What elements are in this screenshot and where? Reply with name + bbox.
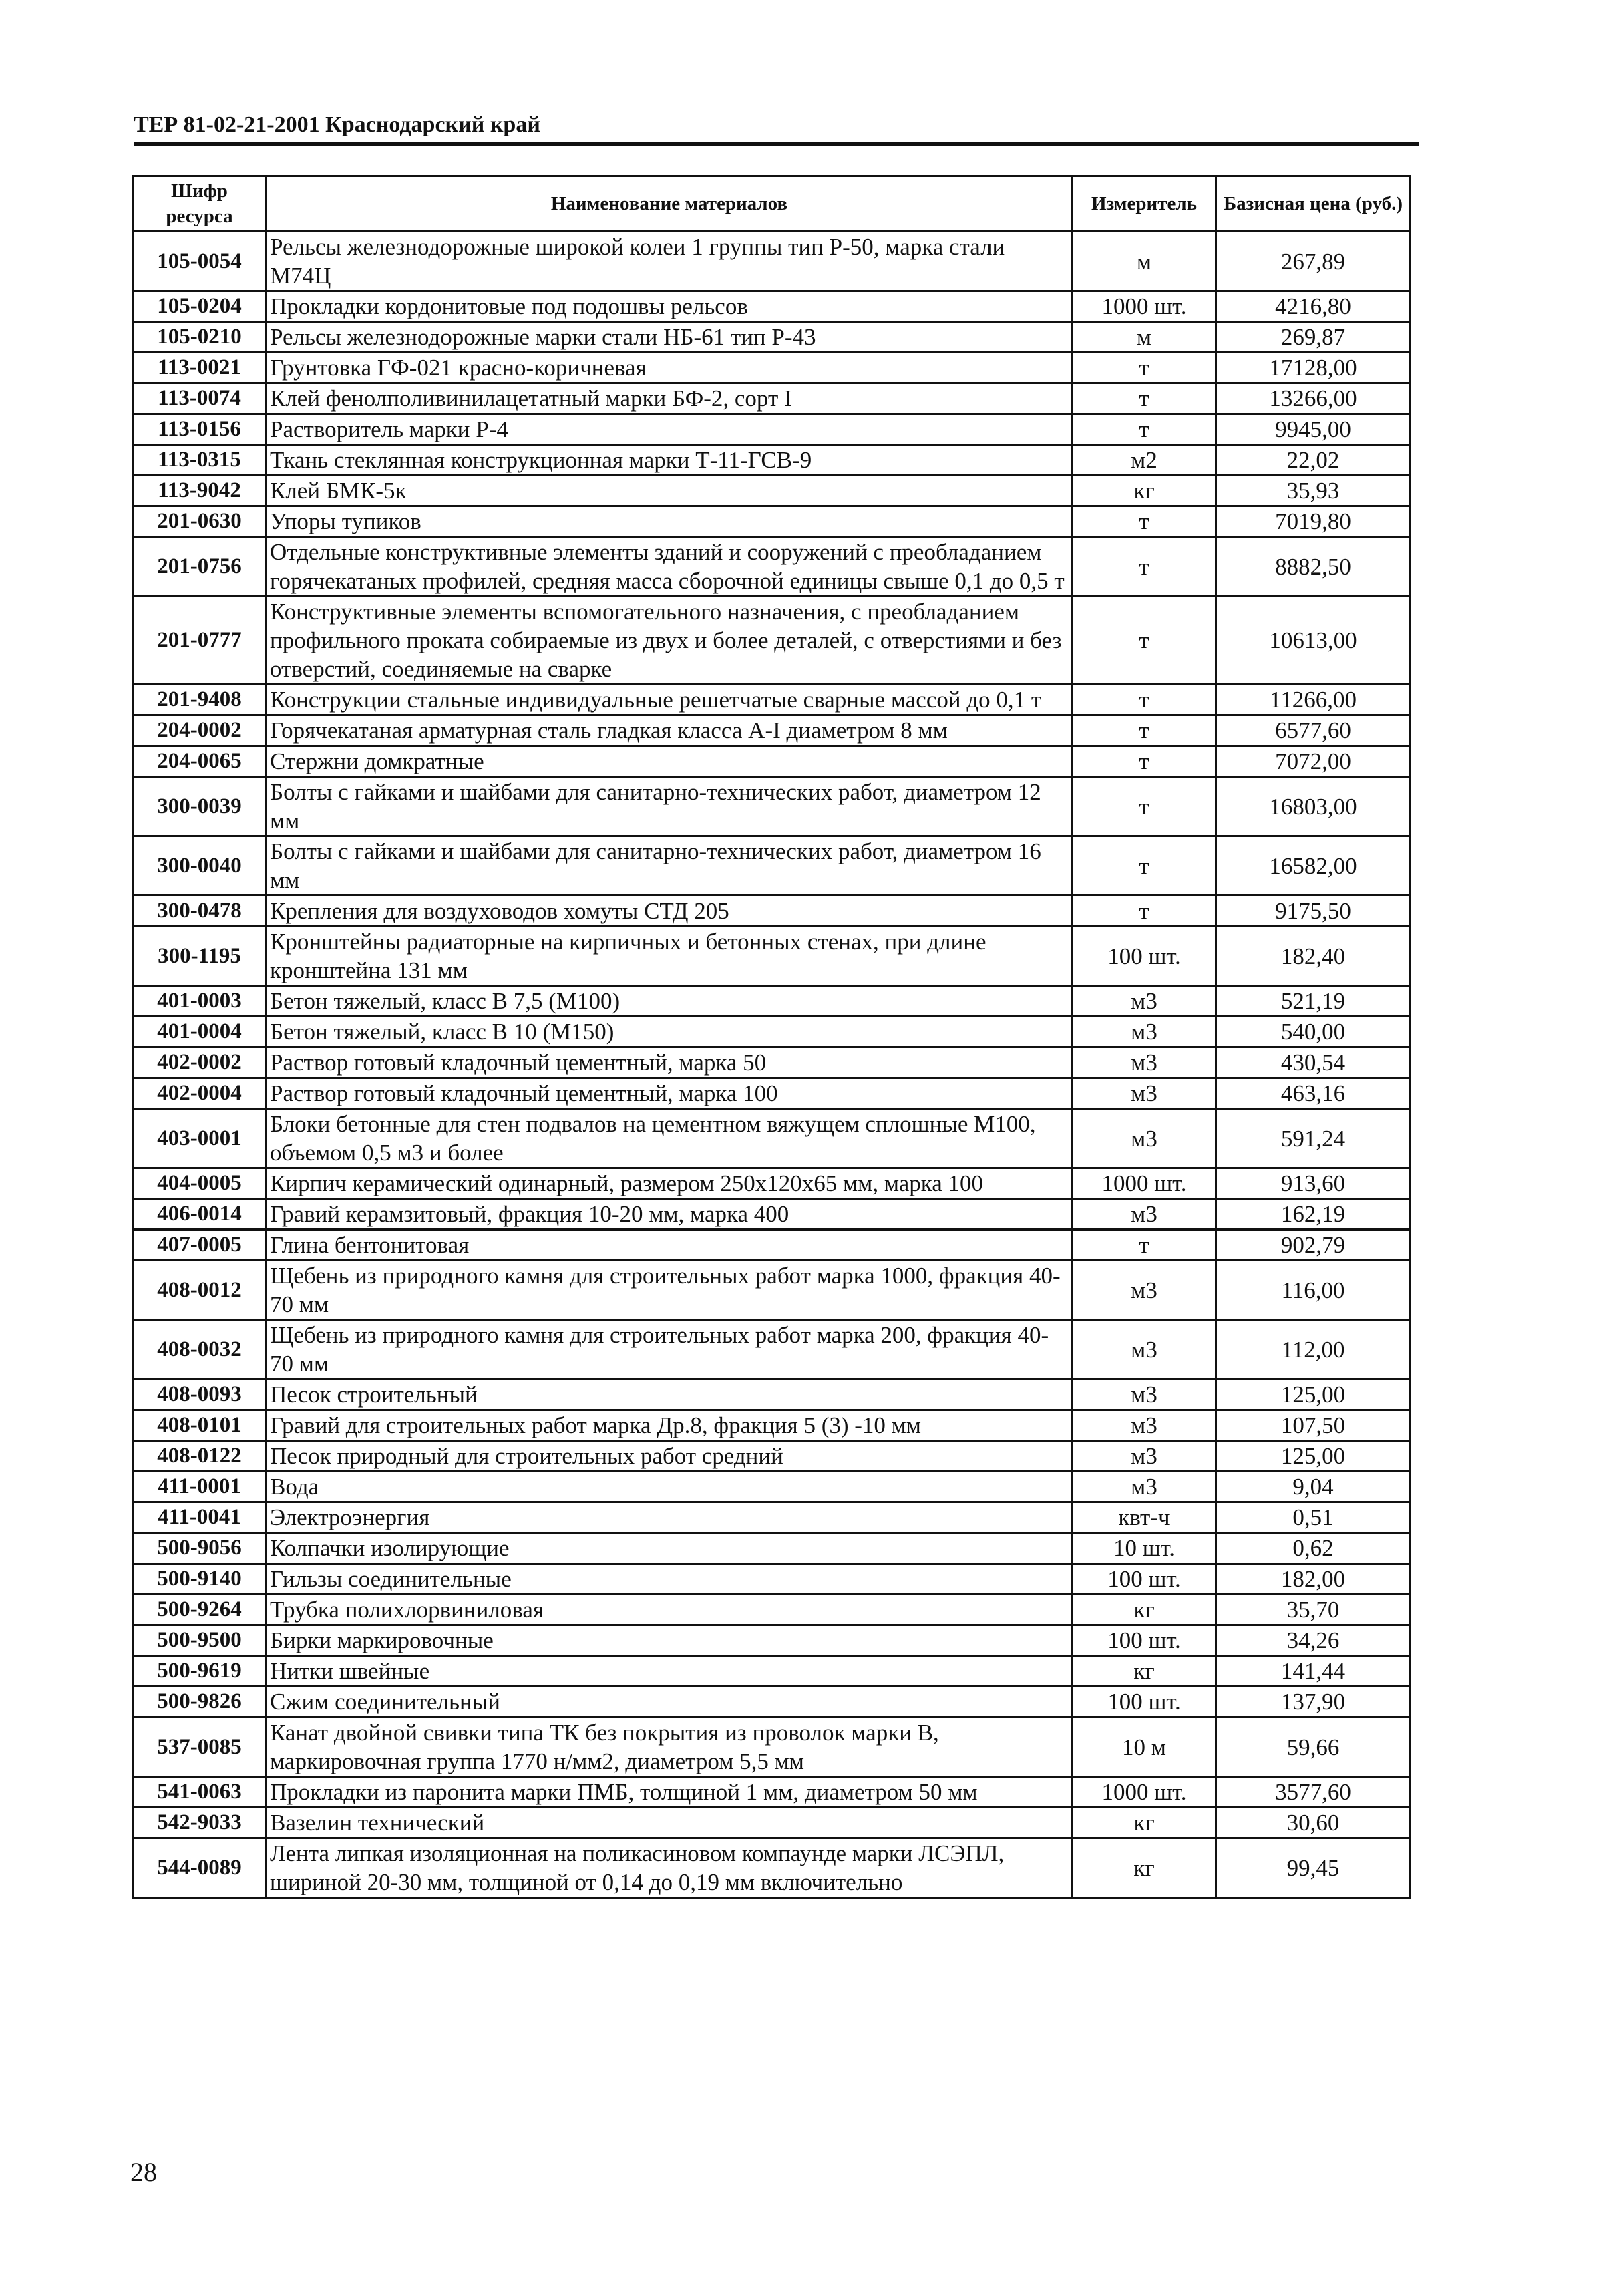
cell-unit: т bbox=[1073, 1230, 1216, 1261]
cell-code: 402-0002 bbox=[133, 1047, 266, 1078]
cell-unit: м bbox=[1073, 232, 1216, 291]
cell-name: Прокладки из паронита марки ПМБ, толщиной 1 мм, диаметром 50 мм bbox=[266, 1777, 1073, 1808]
table-row bbox=[133, 1230, 1411, 1261]
cell-price: 0,51 bbox=[1216, 1502, 1411, 1533]
cell-price: 521,19 bbox=[1216, 986, 1411, 1017]
table-row bbox=[133, 715, 1411, 746]
table-row bbox=[133, 1502, 1411, 1533]
cell-unit: т bbox=[1073, 836, 1216, 896]
cell-name: Нитки швейные bbox=[266, 1656, 1073, 1687]
cell-name: Кирпич керамический одинарный, размером 250х120х65 мм, марка 100 bbox=[266, 1168, 1073, 1199]
cell-price: 141,44 bbox=[1216, 1656, 1411, 1687]
cell-price: 34,26 bbox=[1216, 1625, 1411, 1656]
cell-name: Лента липкая изоляционная на поликасиновом компаунде марки ЛСЭПЛ, шириной 20-30 мм, толщиной от 0,14 до 0,19 мм включительно bbox=[266, 1838, 1073, 1898]
cell-price: 30,60 bbox=[1216, 1808, 1411, 1838]
cell-price: 4216,80 bbox=[1216, 291, 1411, 322]
cell-name: Рельсы железнодорожные марки стали НБ-61 тип Р-43 bbox=[266, 322, 1073, 353]
cell-unit: т bbox=[1073, 353, 1216, 383]
cell-name: Песок строительный bbox=[266, 1379, 1073, 1410]
table-row bbox=[133, 537, 1411, 597]
cell-unit: м3 bbox=[1073, 1472, 1216, 1502]
cell-code: 408-0032 bbox=[133, 1320, 266, 1379]
table-row bbox=[133, 445, 1411, 476]
cell-name: Канат двойной свивки типа ТК без покрытия из проволок марки В, маркировочная группа 1770 н/мм2, диаметром 5,5 мм bbox=[266, 1717, 1073, 1777]
cell-price: 9175,50 bbox=[1216, 896, 1411, 927]
cell-unit: 1000 шт. bbox=[1073, 1168, 1216, 1199]
cell-price: 463,16 bbox=[1216, 1078, 1411, 1109]
cell-code: 113-0074 bbox=[133, 383, 266, 414]
cell-code: 500-9500 bbox=[133, 1625, 266, 1656]
cell-code: 113-0315 bbox=[133, 445, 266, 476]
table-row bbox=[133, 322, 1411, 353]
cell-price: 16582,00 bbox=[1216, 836, 1411, 896]
cell-code: 105-0210 bbox=[133, 322, 266, 353]
cell-price: 913,60 bbox=[1216, 1168, 1411, 1199]
cell-price: 35,93 bbox=[1216, 476, 1411, 506]
cell-name: Трубка полихлорвиниловая bbox=[266, 1595, 1073, 1625]
cell-code: 113-0156 bbox=[133, 414, 266, 445]
cell-code: 500-9619 bbox=[133, 1656, 266, 1687]
cell-price: 99,45 bbox=[1216, 1838, 1411, 1898]
table-row bbox=[133, 1838, 1411, 1898]
cell-unit: м3 bbox=[1073, 1410, 1216, 1441]
cell-unit: м3 bbox=[1073, 1379, 1216, 1410]
cell-name: Болты с гайками и шайбами для санитарно-технических работ, диаметром 16 мм bbox=[266, 836, 1073, 896]
cell-name: Щебень из природного камня для строительных работ марка 1000, фракция 40-70 мм bbox=[266, 1261, 1073, 1320]
cell-code: 406-0014 bbox=[133, 1199, 266, 1230]
cell-unit: 1000 шт. bbox=[1073, 1777, 1216, 1808]
table-row bbox=[133, 1564, 1411, 1595]
cell-name: Раствор готовый кладочный цементный, марка 100 bbox=[266, 1078, 1073, 1109]
cell-price: 162,19 bbox=[1216, 1199, 1411, 1230]
cell-code: 500-9826 bbox=[133, 1687, 266, 1717]
cell-unit: кг bbox=[1073, 1808, 1216, 1838]
cell-code: 401-0003 bbox=[133, 986, 266, 1017]
cell-unit: м3 bbox=[1073, 1199, 1216, 1230]
cell-name: Сжим соединительный bbox=[266, 1687, 1073, 1717]
table-row bbox=[133, 836, 1411, 896]
table-row bbox=[133, 1320, 1411, 1379]
cell-price: 7072,00 bbox=[1216, 746, 1411, 777]
cell-price: 540,00 bbox=[1216, 1017, 1411, 1047]
cell-name: Кронштейны радиаторные на кирпичных и бетонных стенах, при длине кронштейна 131 мм bbox=[266, 927, 1073, 986]
cell-name: Раствор готовый кладочный цементный, марка 50 bbox=[266, 1047, 1073, 1078]
cell-unit: 10 шт. bbox=[1073, 1533, 1216, 1564]
cell-price: 11266,00 bbox=[1216, 685, 1411, 715]
table-row bbox=[133, 1625, 1411, 1656]
cell-code: 408-0012 bbox=[133, 1261, 266, 1320]
cell-unit: м3 bbox=[1073, 1017, 1216, 1047]
cell-code: 408-0093 bbox=[133, 1379, 266, 1410]
cell-price: 17128,00 bbox=[1216, 353, 1411, 383]
table-row bbox=[133, 986, 1411, 1017]
cell-name: Бетон тяжелый, класс В 10 (М150) bbox=[266, 1017, 1073, 1047]
cell-code: 401-0004 bbox=[133, 1017, 266, 1047]
cell-unit: квт-ч bbox=[1073, 1502, 1216, 1533]
cell-code: 204-0065 bbox=[133, 746, 266, 777]
cell-name: Глина бентонитовая bbox=[266, 1230, 1073, 1261]
cell-name: Щебень из природного камня для строительных работ марка 200, фракция 40-70 мм bbox=[266, 1320, 1073, 1379]
cell-unit: м3 bbox=[1073, 1261, 1216, 1320]
cell-name: Грунтовка ГФ-021 красно-коричневая bbox=[266, 353, 1073, 383]
cell-code: 204-0002 bbox=[133, 715, 266, 746]
cell-unit: т bbox=[1073, 597, 1216, 685]
cell-name: Бетон тяжелый, класс В 7,5 (М100) bbox=[266, 986, 1073, 1017]
cell-name: Песок природный для строительных работ средний bbox=[266, 1441, 1073, 1472]
table-row bbox=[133, 1199, 1411, 1230]
cell-code: 407-0005 bbox=[133, 1230, 266, 1261]
cell-name: Гравий для строительных работ марка Др.8, фракция 5 (3) -10 мм bbox=[266, 1410, 1073, 1441]
column-header-unit: Измеритель bbox=[1073, 176, 1216, 232]
cell-code: 537-0085 bbox=[133, 1717, 266, 1777]
cell-unit: м3 bbox=[1073, 1109, 1216, 1168]
cell-code: 300-0040 bbox=[133, 836, 266, 896]
header-rule bbox=[134, 142, 1419, 146]
cell-price: 182,00 bbox=[1216, 1564, 1411, 1595]
cell-name: Конструктивные элементы вспомогательного назначения, с преобладанием профильного проката собираемые из двух и более деталей, с отверстиями и без отверстий, соединяемые на сварке bbox=[266, 597, 1073, 685]
cell-code: 542-9033 bbox=[133, 1808, 266, 1838]
table-row bbox=[133, 1078, 1411, 1109]
cell-unit: т bbox=[1073, 896, 1216, 927]
table-row bbox=[133, 291, 1411, 322]
cell-price: 0,62 bbox=[1216, 1533, 1411, 1564]
cell-price: 125,00 bbox=[1216, 1441, 1411, 1472]
cell-code: 404-0005 bbox=[133, 1168, 266, 1199]
table-row bbox=[133, 1656, 1411, 1687]
cell-price: 7019,80 bbox=[1216, 506, 1411, 537]
cell-unit: т bbox=[1073, 777, 1216, 836]
table-row bbox=[133, 383, 1411, 414]
table-header-row bbox=[133, 176, 1411, 232]
cell-price: 10613,00 bbox=[1216, 597, 1411, 685]
cell-code: 408-0122 bbox=[133, 1441, 266, 1472]
page-number: 28 bbox=[130, 2157, 157, 2187]
cell-price: 269,87 bbox=[1216, 322, 1411, 353]
cell-unit: м3 bbox=[1073, 1441, 1216, 1472]
cell-code: 201-0756 bbox=[133, 537, 266, 597]
cell-price: 6577,60 bbox=[1216, 715, 1411, 746]
cell-unit: т bbox=[1073, 414, 1216, 445]
cell-price: 112,00 bbox=[1216, 1320, 1411, 1379]
table-row bbox=[133, 1261, 1411, 1320]
cell-unit: м bbox=[1073, 322, 1216, 353]
cell-name: Горячекатаная арматурная сталь гладкая класса А-I диаметром 8 мм bbox=[266, 715, 1073, 746]
table-row bbox=[133, 476, 1411, 506]
table-row bbox=[133, 232, 1411, 291]
cell-name: Бирки маркировочные bbox=[266, 1625, 1073, 1656]
cell-price: 430,54 bbox=[1216, 1047, 1411, 1078]
cell-unit: м3 bbox=[1073, 1047, 1216, 1078]
cell-code: 411-0001 bbox=[133, 1472, 266, 1502]
table-row bbox=[133, 1441, 1411, 1472]
cell-unit: 100 шт. bbox=[1073, 1625, 1216, 1656]
cell-code: 105-0204 bbox=[133, 291, 266, 322]
cell-code: 500-9264 bbox=[133, 1595, 266, 1625]
cell-unit: т bbox=[1073, 715, 1216, 746]
cell-code: 300-0039 bbox=[133, 777, 266, 836]
cell-unit: кг bbox=[1073, 1595, 1216, 1625]
cell-name: Ткань стеклянная конструкционная марки Т-11-ГСВ-9 bbox=[266, 445, 1073, 476]
cell-name: Крепления для воздуховодов хомуты СТД 205 bbox=[266, 896, 1073, 927]
cell-name: Стержни домкратные bbox=[266, 746, 1073, 777]
cell-unit: м3 bbox=[1073, 1078, 1216, 1109]
table-row bbox=[133, 1047, 1411, 1078]
cell-name: Прокладки кордонитовые под подошвы рельсов bbox=[266, 291, 1073, 322]
table-row bbox=[133, 506, 1411, 537]
cell-unit: 1000 шт. bbox=[1073, 291, 1216, 322]
cell-unit: т bbox=[1073, 383, 1216, 414]
cell-price: 9,04 bbox=[1216, 1472, 1411, 1502]
cell-price: 125,00 bbox=[1216, 1379, 1411, 1410]
cell-unit: т bbox=[1073, 746, 1216, 777]
cell-code: 500-9140 bbox=[133, 1564, 266, 1595]
cell-code: 105-0054 bbox=[133, 232, 266, 291]
cell-unit: кг bbox=[1073, 1656, 1216, 1687]
table-row bbox=[133, 685, 1411, 715]
cell-price: 22,02 bbox=[1216, 445, 1411, 476]
cell-code: 113-0021 bbox=[133, 353, 266, 383]
cell-name: Конструкции стальные индивидуальные решетчатые сварные массой до 0,1 т bbox=[266, 685, 1073, 715]
table-row bbox=[133, 1472, 1411, 1502]
cell-code: 402-0004 bbox=[133, 1078, 266, 1109]
cell-price: 13266,00 bbox=[1216, 383, 1411, 414]
cell-code: 113-9042 bbox=[133, 476, 266, 506]
table-row bbox=[133, 1777, 1411, 1808]
cell-unit: т bbox=[1073, 537, 1216, 597]
document-header: ТЕР 81-02-21-2001 Краснодарский край bbox=[134, 112, 540, 137]
cell-name: Электроэнергия bbox=[266, 1502, 1073, 1533]
cell-price: 267,89 bbox=[1216, 232, 1411, 291]
cell-name: Блоки бетонные для стен подвалов на цементном вяжущем сплошные М100, объемом 0,5 м3 и более bbox=[266, 1109, 1073, 1168]
cell-name: Гильзы соединительные bbox=[266, 1564, 1073, 1595]
cell-unit: 100 шт. bbox=[1073, 1687, 1216, 1717]
cell-name: Колпачки изолирующие bbox=[266, 1533, 1073, 1564]
cell-code: 300-0478 bbox=[133, 896, 266, 927]
cell-code: 541-0063 bbox=[133, 1777, 266, 1808]
cell-code: 300-1195 bbox=[133, 927, 266, 986]
table-row bbox=[133, 746, 1411, 777]
table-row bbox=[133, 1410, 1411, 1441]
table-row bbox=[133, 927, 1411, 986]
table-row bbox=[133, 777, 1411, 836]
cell-price: 591,24 bbox=[1216, 1109, 1411, 1168]
table-row bbox=[133, 414, 1411, 445]
cell-code: 408-0101 bbox=[133, 1410, 266, 1441]
cell-unit: кг bbox=[1073, 476, 1216, 506]
cell-price: 902,79 bbox=[1216, 1230, 1411, 1261]
cell-price: 182,40 bbox=[1216, 927, 1411, 986]
cell-name: Вазелин технический bbox=[266, 1808, 1073, 1838]
cell-code: 201-0630 bbox=[133, 506, 266, 537]
cell-unit: 100 шт. bbox=[1073, 927, 1216, 986]
table-row bbox=[133, 1379, 1411, 1410]
cell-code: 201-9408 bbox=[133, 685, 266, 715]
cell-price: 59,66 bbox=[1216, 1717, 1411, 1777]
cell-code: 500-9056 bbox=[133, 1533, 266, 1564]
cell-unit: 10 м bbox=[1073, 1717, 1216, 1777]
cell-price: 35,70 bbox=[1216, 1595, 1411, 1625]
cell-price: 8882,50 bbox=[1216, 537, 1411, 597]
cell-name: Клей фенолполивинилацетатный марки БФ-2, сорт I bbox=[266, 383, 1073, 414]
cell-price: 9945,00 bbox=[1216, 414, 1411, 445]
table-row bbox=[133, 1595, 1411, 1625]
table-row bbox=[133, 1717, 1411, 1777]
cell-price: 16803,00 bbox=[1216, 777, 1411, 836]
table-row bbox=[133, 597, 1411, 685]
table-row bbox=[133, 1017, 1411, 1047]
cell-name: Болты с гайками и шайбами для санитарно-технических работ, диаметром 12 мм bbox=[266, 777, 1073, 836]
cell-price: 137,90 bbox=[1216, 1687, 1411, 1717]
cell-name: Клей БМК-5к bbox=[266, 476, 1073, 506]
table-row bbox=[133, 1687, 1411, 1717]
cell-name: Растворитель марки Р-4 bbox=[266, 414, 1073, 445]
cell-name: Упоры тупиков bbox=[266, 506, 1073, 537]
table-row bbox=[133, 1808, 1411, 1838]
cell-code: 544-0089 bbox=[133, 1838, 266, 1898]
column-header-price: Базисная цена (руб.) bbox=[1216, 176, 1411, 232]
cell-unit: м3 bbox=[1073, 1320, 1216, 1379]
table-row bbox=[133, 353, 1411, 383]
table-row bbox=[133, 896, 1411, 927]
cell-name: Отдельные конструктивные элементы зданий и сооружений с преобладанием горячекатаных профилей, средняя масса сборочной единицы свыше 0,1 до 0,5 т bbox=[266, 537, 1073, 597]
cell-price: 3577,60 bbox=[1216, 1777, 1411, 1808]
cell-unit: 100 шт. bbox=[1073, 1564, 1216, 1595]
cell-code: 201-0777 bbox=[133, 597, 266, 685]
table-body bbox=[133, 232, 1411, 1898]
table-row bbox=[133, 1533, 1411, 1564]
cell-name: Рельсы железнодорожные широкой колеи 1 группы тип Р-50, марка стали М74Ц bbox=[266, 232, 1073, 291]
cell-name: Гравий керамзитовый, фракция 10-20 мм, марка 400 bbox=[266, 1199, 1073, 1230]
cell-price: 107,50 bbox=[1216, 1410, 1411, 1441]
cell-unit: т bbox=[1073, 685, 1216, 715]
column-header-code: Шифр ресурса bbox=[133, 176, 266, 232]
cell-unit: м2 bbox=[1073, 445, 1216, 476]
cell-unit: кг bbox=[1073, 1838, 1216, 1898]
materials-table bbox=[132, 175, 1411, 1899]
cell-code: 411-0041 bbox=[133, 1502, 266, 1533]
column-header-name: Наименование материалов bbox=[266, 176, 1073, 232]
cell-unit: м3 bbox=[1073, 986, 1216, 1017]
cell-price: 116,00 bbox=[1216, 1261, 1411, 1320]
table-row bbox=[133, 1168, 1411, 1199]
table-row bbox=[133, 1109, 1411, 1168]
cell-name: Вода bbox=[266, 1472, 1073, 1502]
cell-unit: т bbox=[1073, 506, 1216, 537]
cell-code: 403-0001 bbox=[133, 1109, 266, 1168]
